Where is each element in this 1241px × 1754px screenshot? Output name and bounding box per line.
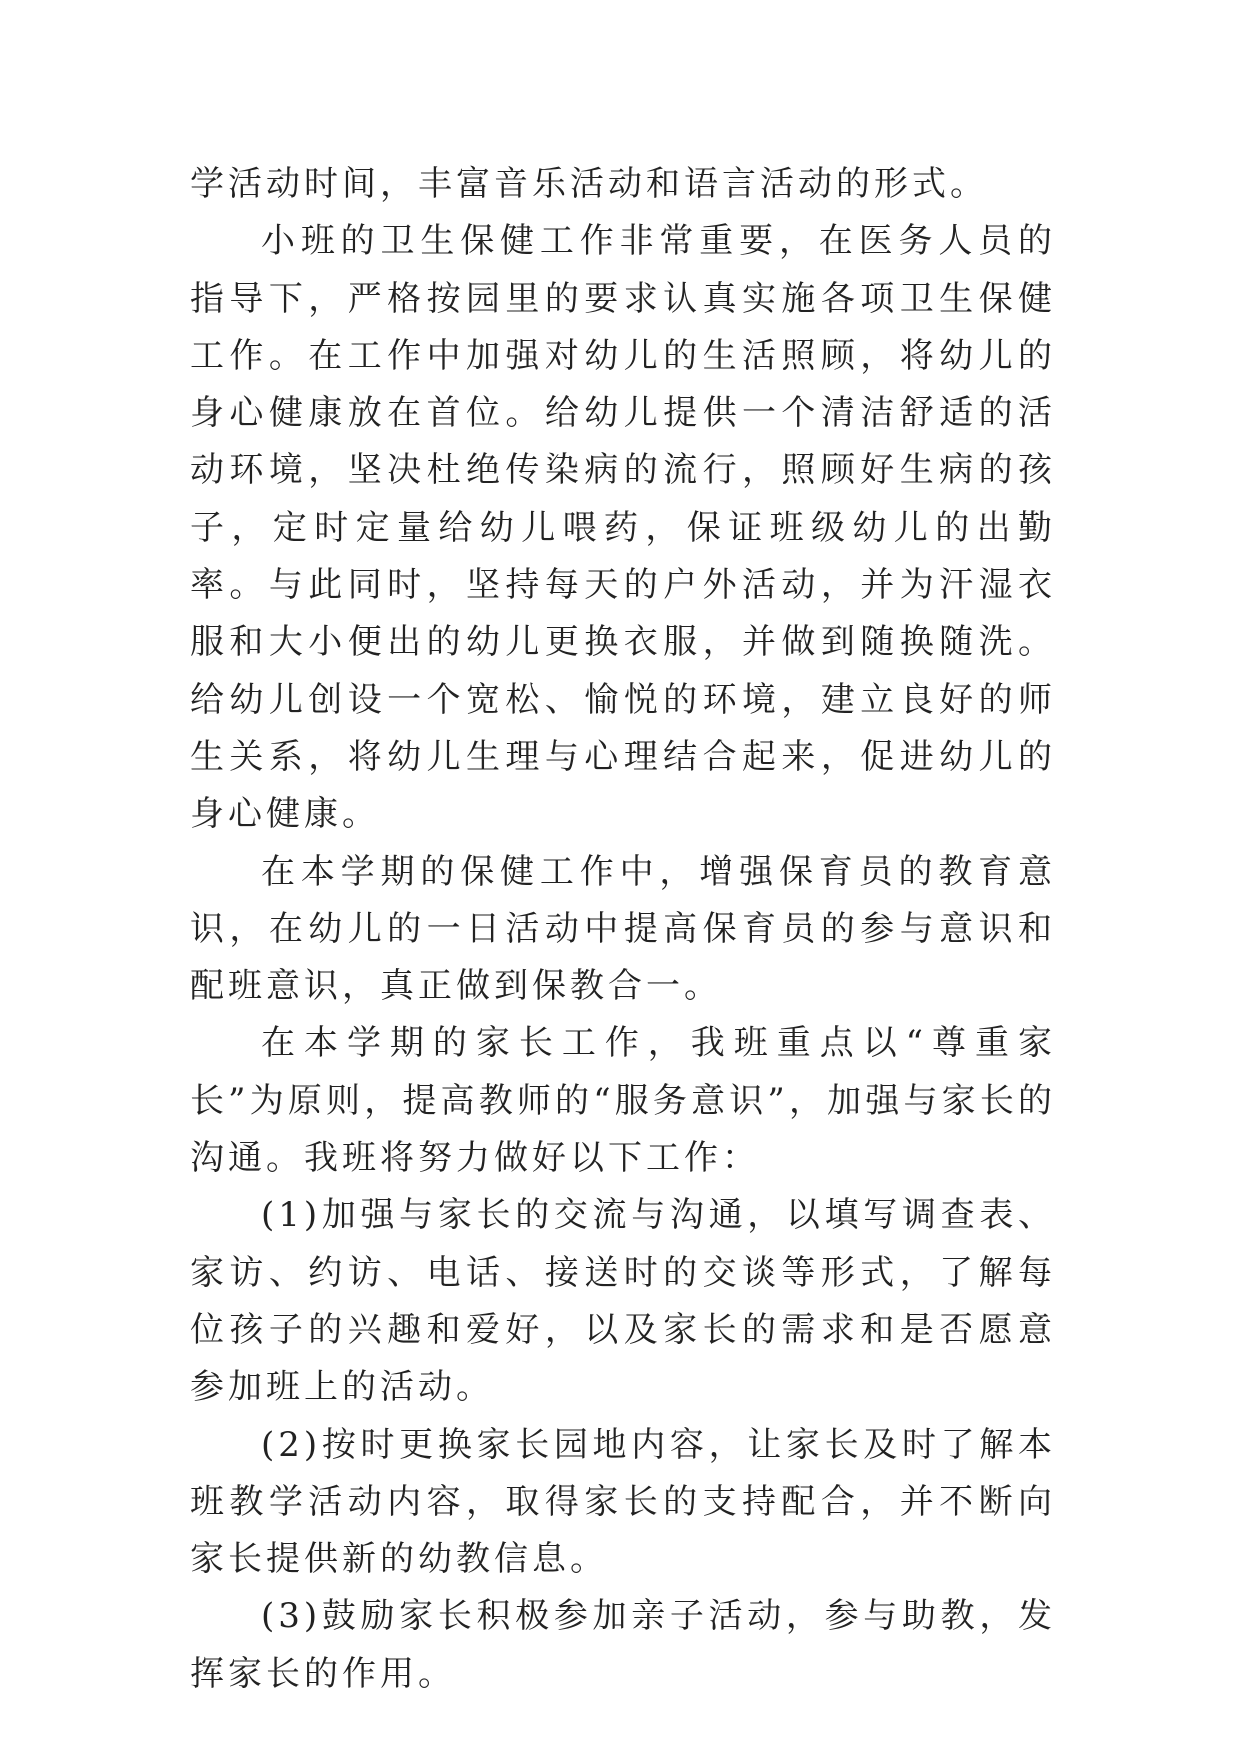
paragraph-6: (2)按时更换家长园地内容，让家长及时了解本班教学活动内容，取得家长的支持配合，并不断向家长提供新的幼教信息。 <box>190 1424 1056 1580</box>
document-body <box>190 156 1056 1703</box>
paragraph-4: 在本学期的家长工作，我班重点以“尊重家长”为原则，提高教师的“服务意识”，加强与家长的沟通。我班将努力做好以下工作： <box>190 1023 1056 1179</box>
paragraph-2: 小班的卫生保健工作非常重要，在医务人员的指导下，严格按园里的要求认真实施各项卫生保健工作。在工作中加强对幼儿的生活照顾，将幼儿的身心健康放在首位。给幼儿提供一个清洁舒适的活动环境，坚决杜绝传染病的流行，照顾好生病的孩子，定时定量给幼儿喂药，保证班级幼儿的出勤率。与此同时，坚持每天的户外活动，并为汗湿衣服和大小便出的幼儿更换衣服，并做到随换随洗。给幼儿创设一个宽松、愉悦的环境，建立良好的师生关系，将幼儿生理与心理结合起来，促进幼儿的身心健康。 <box>190 221 1056 835</box>
paragraph-7: (3)鼓励家长积极参加亲子活动，参与助教，发挥家长的作用。 <box>190 1596 1056 1694</box>
paragraph-5: (1)加强与家长的交流与沟通，以填写调查表、家访、约访、电话、接送时的交谈等形式，了解每位孩子的兴趣和爱好，以及家长的需求和是否愿意参加班上的活动。 <box>190 1195 1056 1408</box>
paragraph-3: 在本学期的保健工作中，增强保育员的教育意识，在幼儿的一日活动中提高保育员的参与意识和配班意识，真正做到保教合一。 <box>190 851 1056 1007</box>
paragraph-1: 学活动时间，丰富音乐活动和语言活动的形式。 <box>190 164 988 204</box>
